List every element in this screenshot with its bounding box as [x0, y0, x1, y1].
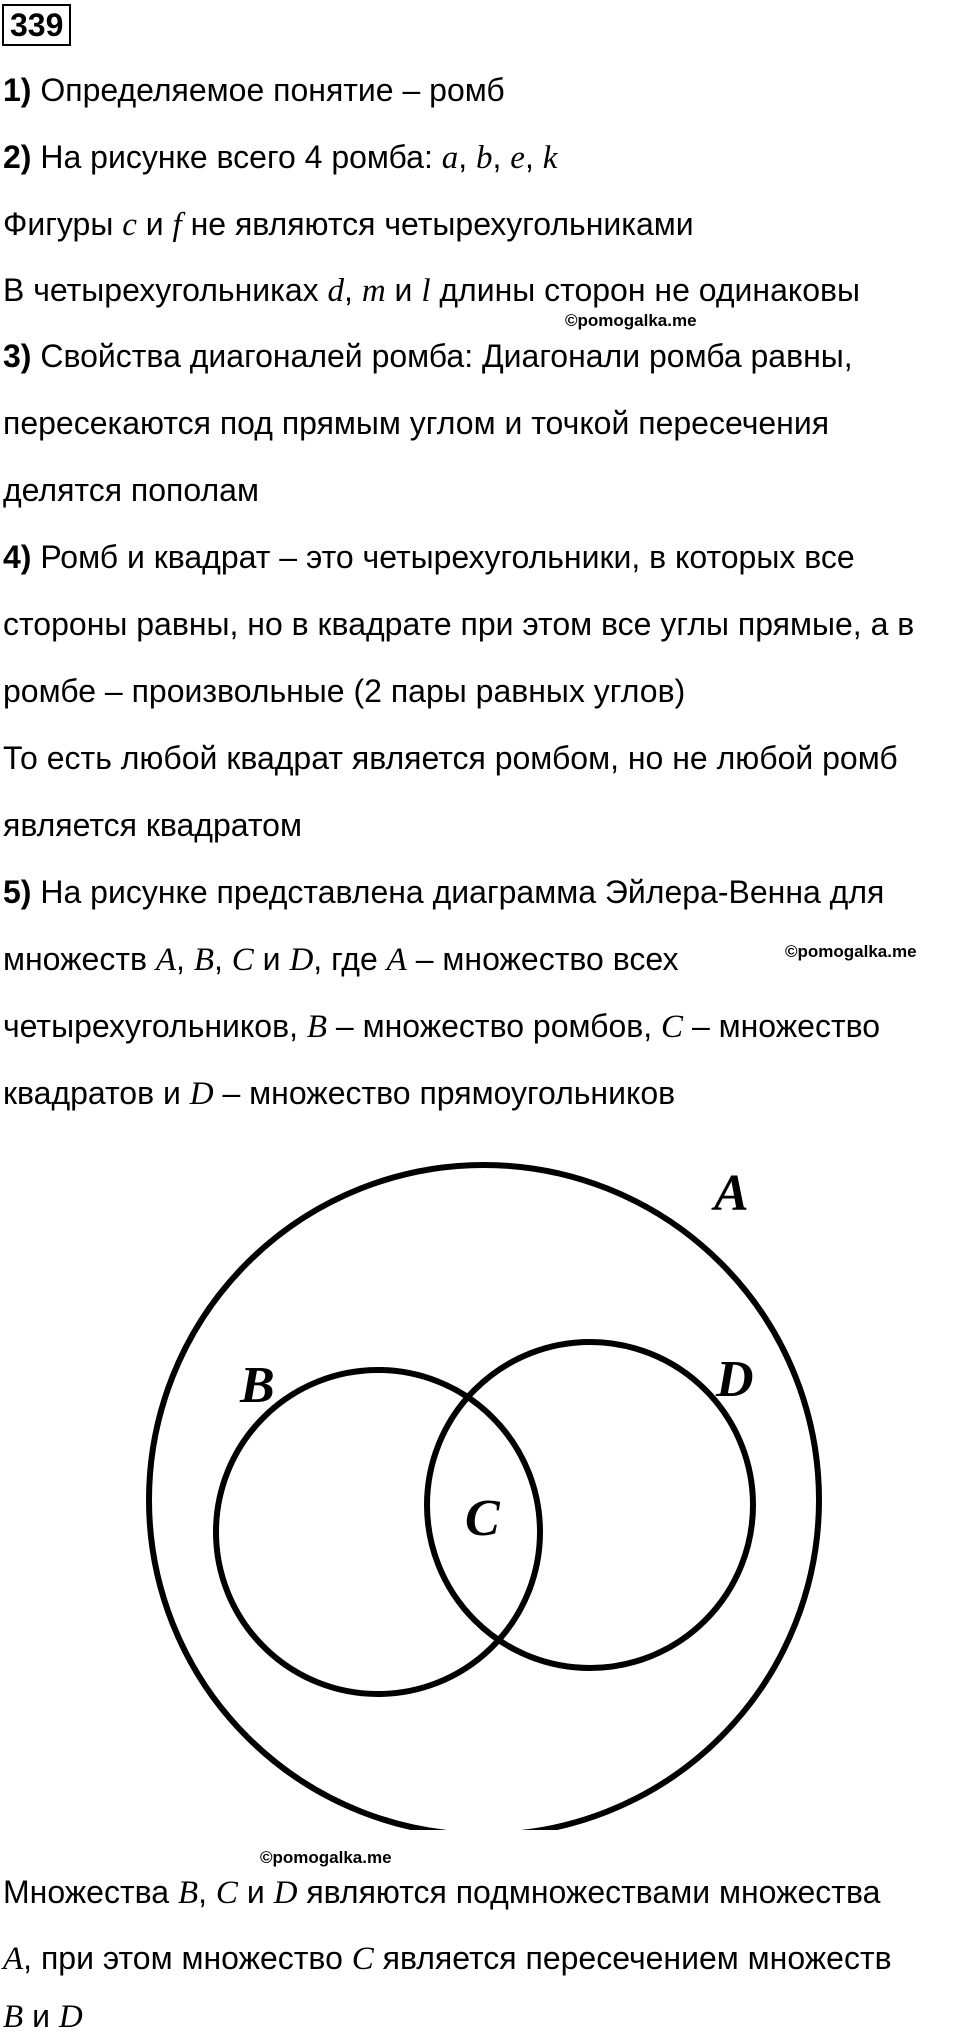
var-e: e	[510, 140, 525, 176]
item-4-line-2: стороны равны, но в квадрате при этом все углы прямые, а в	[3, 606, 915, 642]
text: На рисунке представлена диаграмма Эйлера-Венна для	[31, 874, 885, 910]
sep: ,	[524, 139, 543, 175]
label-C: C	[465, 1490, 500, 1547]
var-C: C	[661, 1009, 684, 1045]
var-m: m	[361, 273, 386, 309]
label-D: D	[716, 1351, 754, 1408]
text: и	[23, 1998, 59, 2034]
item-4-number: 4)	[3, 539, 32, 575]
text: – множество всех	[406, 941, 679, 977]
var-C: C	[351, 1941, 374, 1977]
text: – множество ромбов,	[327, 1008, 662, 1044]
var-c: c	[122, 207, 137, 243]
var-a: a	[441, 140, 459, 176]
text: , при этом множество	[23, 1940, 352, 1976]
text: и	[253, 941, 290, 977]
sep: ,	[458, 139, 476, 175]
sep: ,	[492, 139, 511, 175]
var-A: A	[386, 942, 407, 978]
var-f: f	[172, 207, 182, 243]
var-B: B	[306, 1009, 328, 1045]
text: Ромб и квадрат – это четырехугольники, в которых все	[31, 539, 855, 575]
var-B: B	[3, 1999, 24, 2035]
watermark: ©pomogalka.me	[785, 942, 917, 961]
sep: ,	[213, 941, 232, 977]
text: и	[385, 272, 422, 308]
var-k: k	[542, 140, 558, 176]
var-C: C	[215, 1875, 238, 1911]
task-number-box: 339	[2, 4, 71, 46]
text: – множество прямоугольников	[213, 1075, 676, 1111]
watermark: ©pomogalka.me	[260, 1848, 392, 1867]
var-B: B	[177, 1875, 199, 1911]
var-A: A	[3, 1941, 24, 1977]
item-5-number: 5)	[3, 874, 32, 910]
text: четырехугольников,	[3, 1008, 307, 1044]
text: множеств	[3, 941, 156, 977]
item-3-line-2: пересекаются под прямым углом и точкой пересечения	[3, 405, 830, 441]
conclusion-line-1	[3, 1872, 880, 1913]
label-A: A	[714, 1165, 749, 1222]
text: квадратов и	[3, 1075, 190, 1111]
item-4-line-4: То есть любой квадрат является ромбом, но не любой ромб	[3, 740, 898, 776]
item-2-text: На рисунке всего 4 ромба:	[31, 139, 442, 175]
item-1-number: 1)	[3, 72, 32, 108]
item-1-text: Определяемое понятие – ромб	[31, 72, 505, 108]
watermark: ©pomogalka.me	[565, 311, 697, 330]
var-A: A	[155, 942, 177, 978]
text: длины сторон не одинаковы	[430, 272, 861, 308]
text: – множество	[683, 1008, 881, 1044]
text: являются подмножествами множества	[297, 1874, 881, 1910]
text: , где	[313, 941, 387, 977]
text: и	[136, 206, 173, 242]
var-C: C	[231, 942, 254, 978]
var-D: D	[273, 1875, 298, 1911]
label-B: B	[240, 1357, 275, 1414]
var-D: D	[58, 1999, 83, 2035]
item-4-line-5: является квадратом	[3, 807, 302, 843]
sep: ,	[198, 1874, 216, 1910]
item-3-line-3: делятся пополам	[3, 472, 259, 508]
item-3-number: 3)	[3, 338, 32, 374]
sep: ,	[176, 941, 194, 977]
text: Множества	[3, 1874, 178, 1910]
var-D: D	[189, 1076, 214, 1112]
text: Фигуры	[3, 206, 123, 242]
var-l: l	[421, 273, 431, 309]
var-b: b	[476, 140, 493, 176]
conclusion-line-2	[3, 1938, 892, 1979]
item-4-line-3: ромбе – произвольные (2 пары равных углов)	[3, 673, 686, 709]
var-d: d	[327, 273, 345, 309]
var-D: D	[289, 942, 314, 978]
var-B: B	[193, 942, 214, 978]
conclusion-line-3	[3, 1996, 83, 2037]
item-2-number: 2)	[3, 139, 32, 175]
text: не являются четырехугольниками	[181, 206, 694, 242]
text: Свойства диагоналей ромба: Диагонали ромба равны,	[31, 338, 853, 374]
text: и	[237, 1874, 274, 1910]
sep: ,	[344, 272, 362, 308]
text: является пересечением множеств	[373, 1940, 892, 1976]
text: В четырехугольниках	[3, 272, 328, 308]
